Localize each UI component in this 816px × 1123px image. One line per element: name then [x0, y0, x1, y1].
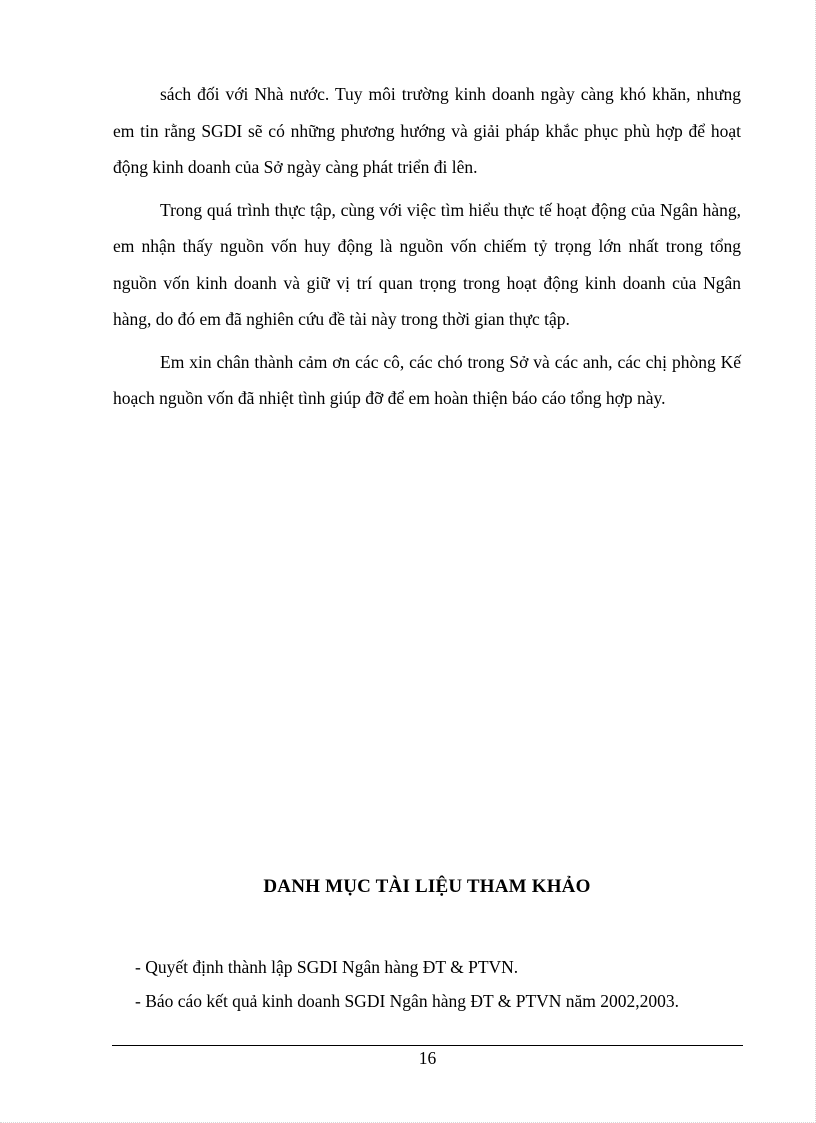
paragraph-3: Em xin chân thành cảm ơn các cô, các chó trong Sở và các anh, các chị phòng Kế hoạch nguồn vốn đã nhiệt tình giúp đỡ để em hoàn thiện báo cáo tổng hợp này.: [113, 351, 741, 408]
footer-divider: [112, 1045, 743, 1046]
paragraph-1: sách đối với Nhà nước. Tuy môi trường kinh doanh ngày càng khó khăn, nhưng em tin rằng SGDI sẽ có những phương hướng và giải pháp khắc phục phù hợp để hoạt động kinh doanh của Sở ngày càng phát triển đi lên.: [113, 84, 741, 177]
body-text: [113, 76, 741, 423]
paragraph-2: Trong quá trình thực tập, cùng với việc tìm hiểu thực tế hoạt động của Ngân hàng, em nhận thấy nguồn vốn huy động là nguồn vốn chiếm tỷ trọng lớn nhất trong tổng nguồn vốn kinh doanh và giữ vị trí quan trọng trong hoạt động kinh doanh của Ngân hàng, do đó em đã nghiên cứu đề tài này trong thời gian thực tập.: [113, 199, 741, 329]
reference-item: - Báo cáo kết quả kinh doanh SGDI Ngân hàng ĐT & PTVN năm 2002,2003.: [135, 991, 680, 1011]
references-list: [135, 950, 741, 1018]
references-heading: DANH MỤC TÀI LIỆU THAM KHẢO: [263, 876, 591, 897]
reference-item: - Quyết định thành lập SGDI Ngân hàng ĐT & PTVN.: [135, 957, 519, 977]
page-number: 16: [418, 1048, 437, 1068]
